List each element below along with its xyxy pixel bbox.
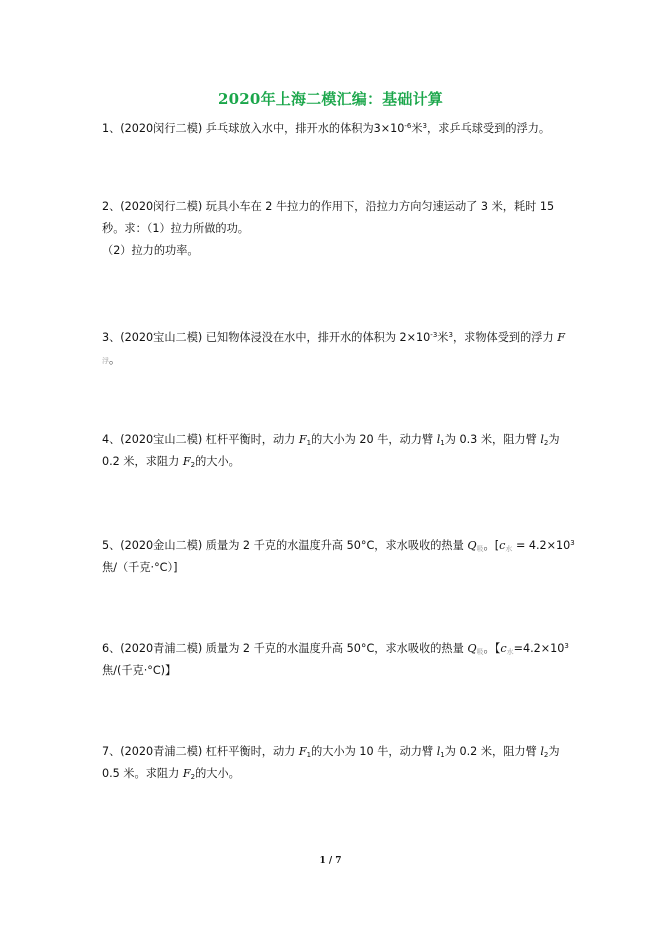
page-number: 1 / 7 bbox=[319, 856, 342, 866]
question-4 bbox=[102, 429, 564, 473]
question-4-line-1: 4、(2020宝山二模) 杠杆平衡时，动力 $F_1$的大小为 20 牛，动力臂 $l_1$为 0.3 米，阻力臂 $l_2$为 bbox=[102, 433, 560, 447]
question-4-line-2: 0.2 米，求阻力 $F_2$的大小。 bbox=[102, 455, 240, 469]
question-3-line-2: 浮。 bbox=[102, 353, 121, 366]
question-1-line-1: 1、(2020闵行二模) 乒乓球放入水中，排开水的体积为$3\times 10^{-6}$米$^3$，求乒乓球受到的浮力。 bbox=[102, 122, 551, 135]
question-3-line-1: 3、(2020宝山二模) 已知物体浸没在水中，排开水的体积为 $2\times 10^{-3}$米$^3$，求物体受到的浮力 F bbox=[102, 331, 565, 344]
question-5 bbox=[102, 535, 575, 579]
question-3 bbox=[102, 327, 564, 372]
question-6-line-1: 6、(2020青浦二模) 质量为 2 千克的水温度升高 50°C，求水吸收的热量 $Q_吸$。【$c_水=4.2\times 10^3$ bbox=[102, 642, 569, 656]
question-5-line-1: 5、(2020金山二模) 质量为 2 千克的水温度升高 50°C，求水吸收的热量 $Q_吸$。[$c_水 = 4.2\times 10^3$ bbox=[102, 539, 575, 553]
question-2-line-1: 2、(2020闵行二模) 玩具小车在 2 牛拉力的作用下，沿拉力方向匀速运动了 3 米，耗时 15 bbox=[102, 200, 555, 213]
page-title: 2020年上海二模汇编：基础计算 bbox=[218, 90, 443, 108]
question-1 bbox=[102, 118, 564, 140]
question-7-line-2: 0.5 米。求阻力 $F_2$的大小。 bbox=[102, 767, 240, 781]
question-6-line-2: 焦/(千克·°C)】 bbox=[102, 664, 177, 677]
question-7-line-1: 7、(2020青浦二模) 杠杆平衡时，动力 $F_1$的大小为 10 牛，动力臂 $l_1$为 0.2 米，阻力臂 $l_2$为 bbox=[102, 745, 560, 759]
question-2-line-2: 秒。求：（1）拉力所做的功。 bbox=[102, 222, 249, 235]
question-6 bbox=[102, 638, 569, 682]
question-2-line-3: （2）拉力的功率。 bbox=[102, 244, 199, 257]
question-7 bbox=[102, 741, 564, 785]
question-5-line-2: 焦/（千克·°C）] bbox=[102, 561, 178, 574]
question-2 bbox=[102, 196, 564, 262]
